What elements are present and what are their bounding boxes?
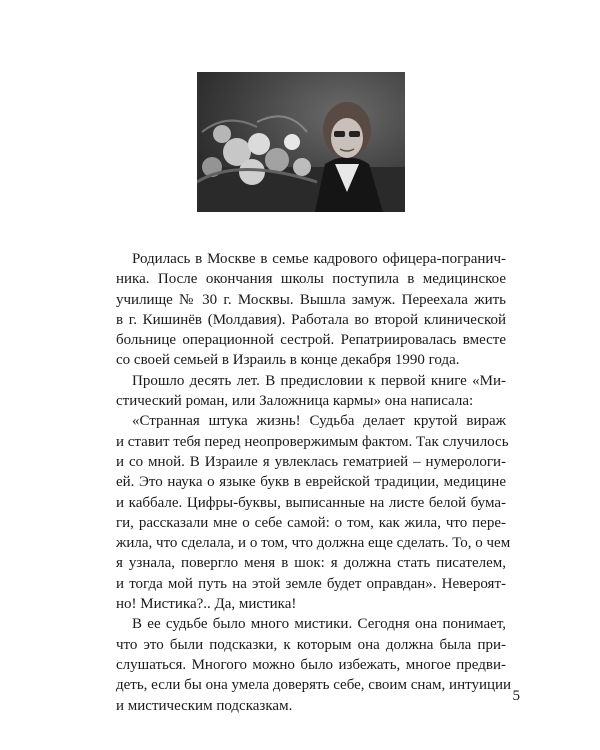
author-photo-image xyxy=(197,72,405,212)
paragraph xyxy=(116,371,506,412)
page-number: 5 xyxy=(512,688,520,704)
text-line: ей. Это наука о языке букв в еврейской традиции, медицине xyxy=(116,474,506,491)
text-line: Родилась в Москве в семье кадрового офицера-погранич- xyxy=(132,251,506,267)
text-line: В ее судьбе было много мистики. Сегодня она понимает, xyxy=(132,616,506,633)
text-line: деть, если бы она умела доверять себе, своим снам, интуиции xyxy=(116,677,512,694)
text-line: и мистическим подсказкам. xyxy=(116,697,293,714)
text-line: со своей семьей в Израиль в конце декабря 1990 года. xyxy=(116,352,460,369)
text-line: и со мной. В Израиле я увлеклась гематрией – нумерологи- xyxy=(116,453,506,470)
text-line: что это были подсказки, к которым она должна была при- xyxy=(116,636,506,653)
author-photo xyxy=(197,72,405,212)
paragraph xyxy=(116,614,512,715)
text-line: слушаться. Многого можно было избежать, многое предви- xyxy=(116,656,506,673)
text-line: я узнала, повергло меня в шок: я должна стать писателем, xyxy=(116,555,506,572)
text-line: но! Мистика?.. Да, мистика! xyxy=(116,596,297,613)
text-line: и каббале. Цифры-буквы, выписанные на листе белой бума- xyxy=(116,494,506,511)
page-body-text xyxy=(116,249,512,716)
text-line: и тогда мой путь на этой земле будет оправдан». Невероят- xyxy=(116,575,506,592)
text-line: ника. После окончания школы поступила в медицинское xyxy=(116,271,506,288)
text-line: Прошло десять лет. В предисловии к первой книге «Ми- xyxy=(132,372,506,389)
text-line: училище № 30 г. Москвы. Вышла замуж. Переехала жить xyxy=(116,291,506,308)
text-line: в г. Кишинёв (Молдавия). Работала во второй клинической xyxy=(116,311,506,328)
text-line: ги, рассказали мне о себе самой: о том, как жила, что пере- xyxy=(116,514,506,531)
paragraph xyxy=(116,249,506,371)
text-line: жила, что сделала, и о том, что должна еще сделать. То, о чем xyxy=(116,535,511,552)
text-line: и ставит тебя перед неопровержимым фактом. Так случилось xyxy=(116,433,509,450)
text-line: больнице операционной сестрой. Репатриировалась вместе xyxy=(116,332,506,349)
paragraph xyxy=(116,411,511,614)
text-line: стический роман, или Заложница кармы» она написала: xyxy=(116,393,474,410)
text-line: «Странная штука жизнь! Судьба делает крутой вираж xyxy=(132,413,506,430)
